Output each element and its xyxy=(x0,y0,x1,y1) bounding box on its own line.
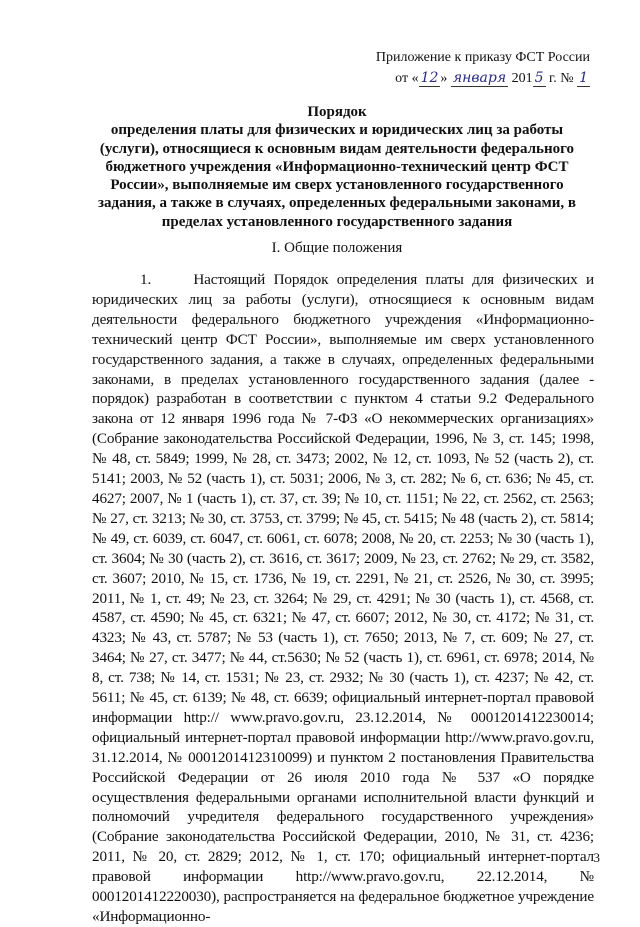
paragraph-1: 1. Настоящий Порядок определения платы для физических и юридических лиц за работы (услуги), относящиеся к основным видам деятельности федерального бюджетного учреждения «Информационно-технический центр ФСТ России», выполняемые им сверх установленного государственного задания, а также в случаях, определенных федеральными законами, в пределах установленного государственного задания (далее - порядок) разработан в соответствии с пунктом 4 статьи 9.2 Федерального закона от 12 января 1996 года № 7-ФЗ «О некоммерческих организациях» (Собрание законодательства Российской Федерации, 1996, № 3, ст. 145; 1998, № 48, ст. 5849; 1999, № 28, ст. 3473; 2002, № 12, ст. 1093, № 52 (часть 2), ст. 5141; 2003, № 52 (часть 1), ст. 5031; 2006, № 3, ст. 282; № 6, ст. 636; № 45, ст. 4627; 2007, № 1 (часть 1), ст. 37, ст. 39; № 10, ст. 1151; № 22, ст. 2562, ст. 2563; № 27, ст. 3213; № 30, ст. 3753, ст. 3799; № 45, ст. 5415; № 48 (часть 2), ст. 5814; № 49, ст. 6039, ст. 6047, ст. 6061, ст. 6078; 2008, № 20, ст. 2253; № 30 (часть 1), ст. 3604; № 30 (часть 2), ст. 3616, ст. 3617; 2009, № 23, ст. 2762; № 29, ст. 3582, ст. 3607; 2010, № 15, ст. 1736, № 19, ст. 2291, № 21, ст. 2526, № 30, ст. 3995; 2011, № 1, ст. 49; № 23, ст. 3264; № 29, ст. 4291; № 30 (часть 1), ст. 4568, ст. 4587, ст. 4590; № 45, ст. 6321; № 47, ст. 6607; 2012, № 30, ст. 4172; № 31, ст. 4323; № 43, ст. 5787; № 53 (часть 1), ст. 7650; 2013, № 7, ст. 609; № 27, ст. 3464; № 27, ст. 3477; № 44, ст.5630; № 52 (часть 1), ст. 6961, ст. 6978; 2014, № 8, ст. 738; № 14, ст. 1531; № 23, ст. 2932; № 30 (часть 1), ст. 4237; № 42, ст. 5611; № 45, ст. 6139; № 48, ст. 6639; официальный интернет-портал правовой информации http:// www.pravo.gov.ru, 23.12.2014, № 0001201412230014; официальный интернет-портал правовой информации http://www.pravo.gov.ru, 31.12.2014, № 0001201412310099) и пунктом 2 постановления Правительства Российской Федерации от 26 июля 2010 года № 537 «О порядке осуществления федеральными органами исполнительной власти функций и полномочий учредителя федерального государственного учреждения» (Собрание законодательства Российской Федерации, 2010, № 31, ст. 4236; 2011, № 20, ст. 2829; 2012, № 1, ст. 170; официальный интернет-портал правовой информации http://www.pravo.gov.ru, 22.12.2014, № 0001201412220030), распространяется на федеральное бюджетное учреждение «Информационно- xyxy=(92,271,594,925)
date-prefix: от « xyxy=(395,71,419,86)
document-title: Порядок xyxy=(307,104,367,120)
handwritten-month: января xyxy=(452,70,507,86)
page-number: 3 xyxy=(593,850,600,865)
handwritten-year-digit: 5 xyxy=(534,70,544,86)
year-prefix: 201 xyxy=(508,71,533,86)
document-subtitle: определения платы для физических и юридических лиц за работы (услуги), относящиеся к основным видам деятельности федерального бюджетного учреждения «Информационно-технический центр ФСТ России», выполняемые им сверх установленного государственного задания, а также в случаях, определенных федеральными законами, в пределах установленного государственного задания xyxy=(97,122,576,230)
appendix-label: Приложение к приказу ФСТ России xyxy=(375,50,590,65)
order-appendix-header xyxy=(290,48,590,89)
section-heading: I. Общие положения xyxy=(271,240,403,256)
handwritten-day: 12 xyxy=(420,70,439,86)
order-date-line xyxy=(290,68,590,89)
date-mid: » xyxy=(440,71,451,86)
number-label: г. № xyxy=(545,71,578,86)
document-title-block xyxy=(92,103,582,231)
handwritten-order-number: 1 xyxy=(579,70,588,86)
